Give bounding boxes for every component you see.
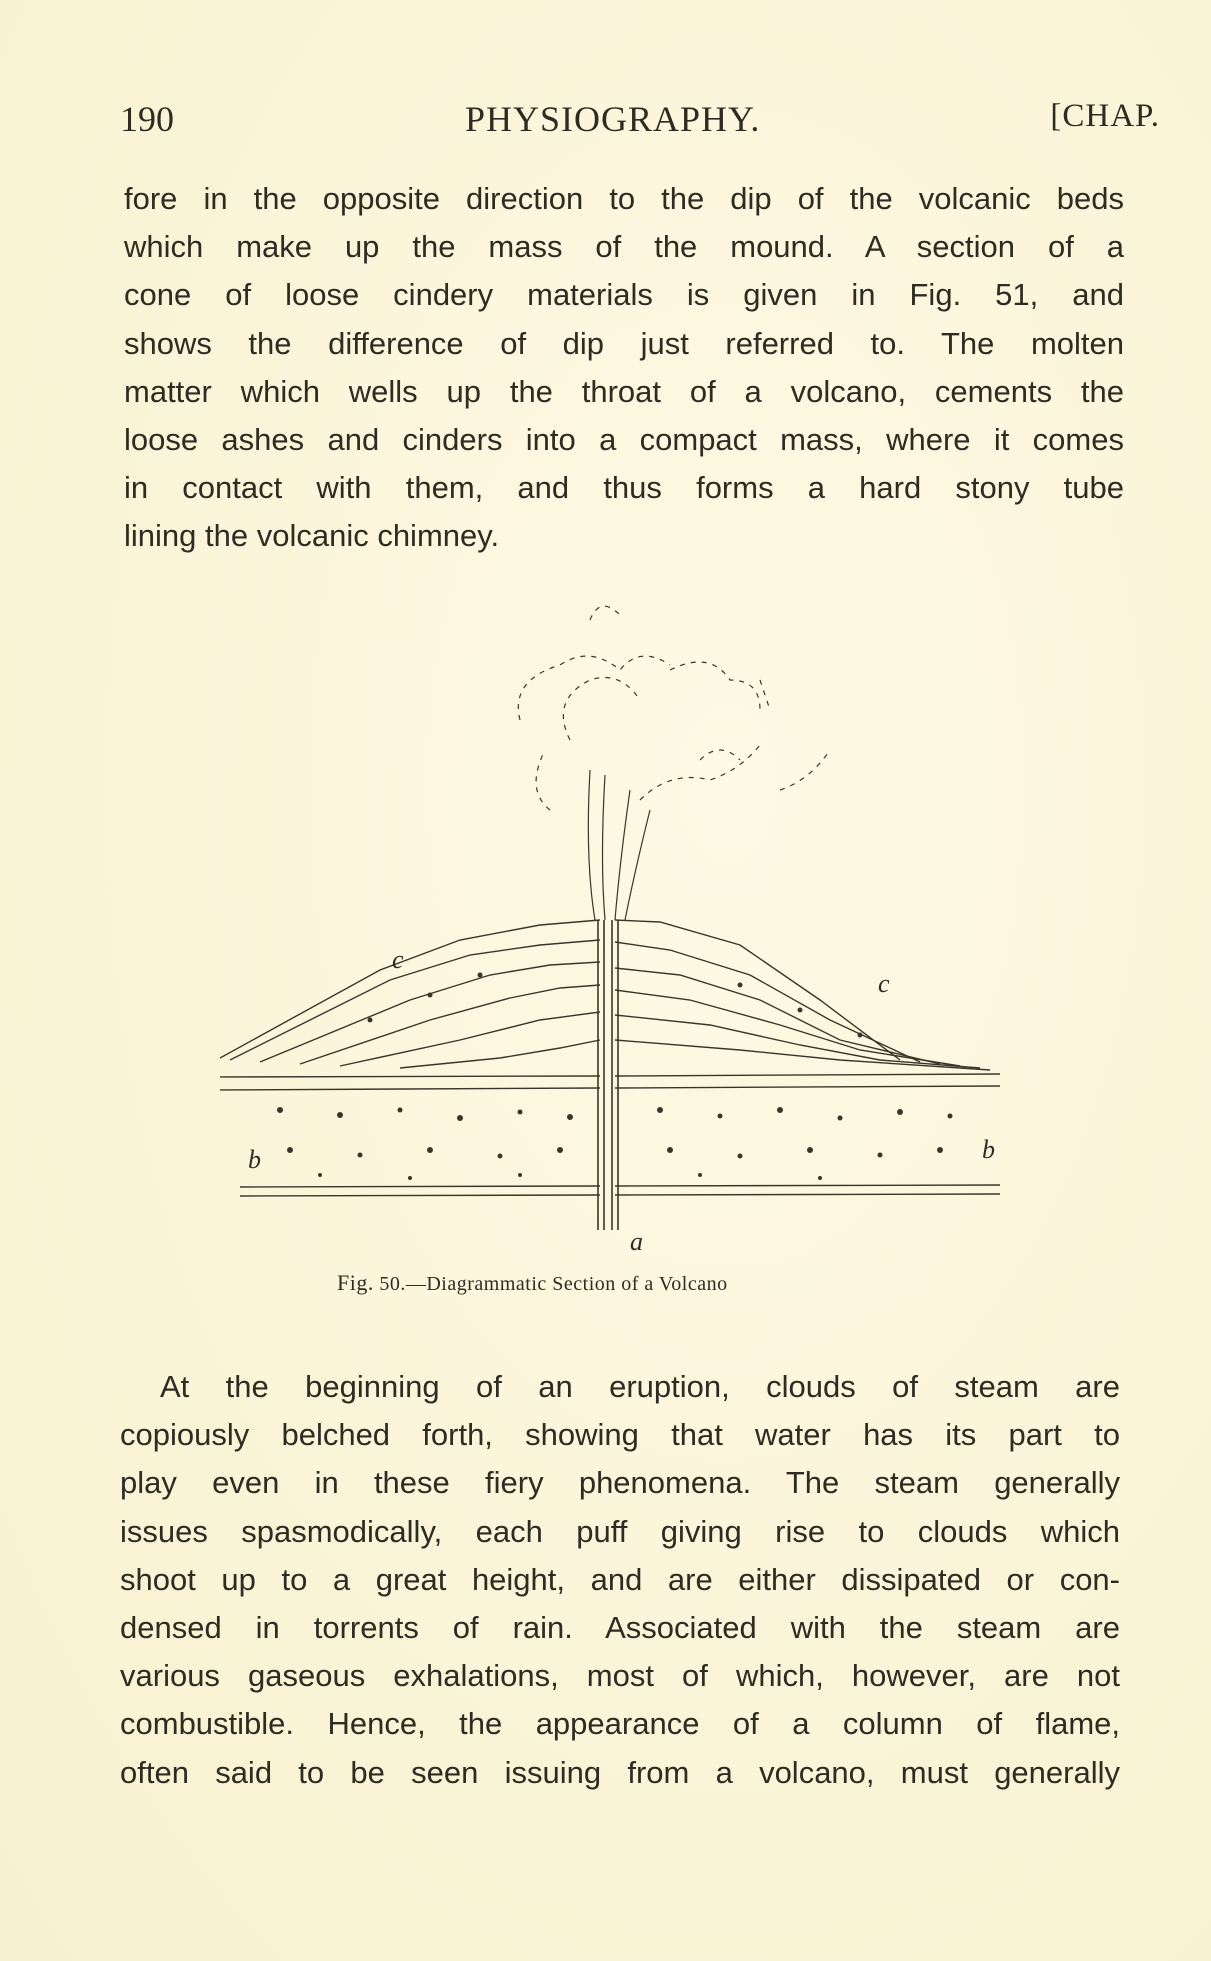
page-number: 190: [120, 99, 174, 139]
text-line: various gaseous exhalations, most of which, however, are not: [120, 1658, 1120, 1694]
page-header: [120, 98, 1160, 148]
text-line: loose ashes and cinders into a compact mass, where it comes: [124, 422, 1124, 458]
running-title: PHYSIOGRAPHY.: [465, 99, 761, 139]
label-c-right: c: [878, 969, 890, 998]
text-line: shows the difference of dip just referred to. The molten: [124, 325, 1124, 361]
volcano-section-figure: [220, 590, 1000, 1260]
chapter-marker: [CHAP.: [1050, 98, 1160, 134]
text-line: copiously belched forth, showing that water has its part to: [120, 1417, 1120, 1453]
text-line: in contact with them, and thus forms a hard stony tube: [124, 470, 1124, 506]
text-line: densed in torrents of rain. Associated with the steam are: [120, 1610, 1120, 1646]
figure-caption: [337, 1270, 728, 1296]
steam-cloud-illustration: [518, 606, 830, 810]
horizontal-beds: [220, 1074, 1000, 1196]
text-line: cone of loose cindery materials is given in Fig. 51, and: [124, 277, 1124, 313]
caption-text: 50.—Diagrammatic Section of a Volcano: [379, 1273, 728, 1295]
paragraph-2: [120, 1363, 1120, 1797]
text-line: matter which wells up the throat of a volcano, cements the: [124, 373, 1124, 409]
caption-prefix: Fig.: [337, 1270, 374, 1295]
label-b-right: b: [982, 1135, 995, 1164]
text-line: fore in the opposite direction to the dip of the volcanic beds: [124, 181, 1124, 216]
text-line: shoot up to a great height, and are either dissipated or con-: [120, 1561, 1120, 1597]
label-b-left: b: [248, 1145, 261, 1174]
cone-right-layers: [615, 920, 990, 1070]
text-line: issues spasmodically, each puff giving rise to clouds which: [120, 1513, 1120, 1549]
text-line: often said to be seen issuing from a volcano, must generally: [120, 1754, 1120, 1790]
volcanic-chimney: [598, 920, 618, 1230]
cone-left-layers: [220, 920, 600, 1068]
text-line: lining the volcanic chimney.: [124, 518, 500, 554]
text-line: At the beginning of an eruption, clouds of steam are: [160, 1369, 1120, 1404]
text-line: play even in these fiery phenomena. The steam generally: [120, 1465, 1120, 1501]
label-c-left: c: [392, 945, 404, 974]
label-a: a: [630, 1227, 643, 1256]
text-line: combustible. Hence, the appearance of a column of flame,: [120, 1706, 1120, 1742]
eruption-column: [588, 770, 650, 920]
paragraph-1: [124, 175, 1124, 561]
text-line: which make up the mass of the mound. A section of a: [124, 229, 1124, 265]
